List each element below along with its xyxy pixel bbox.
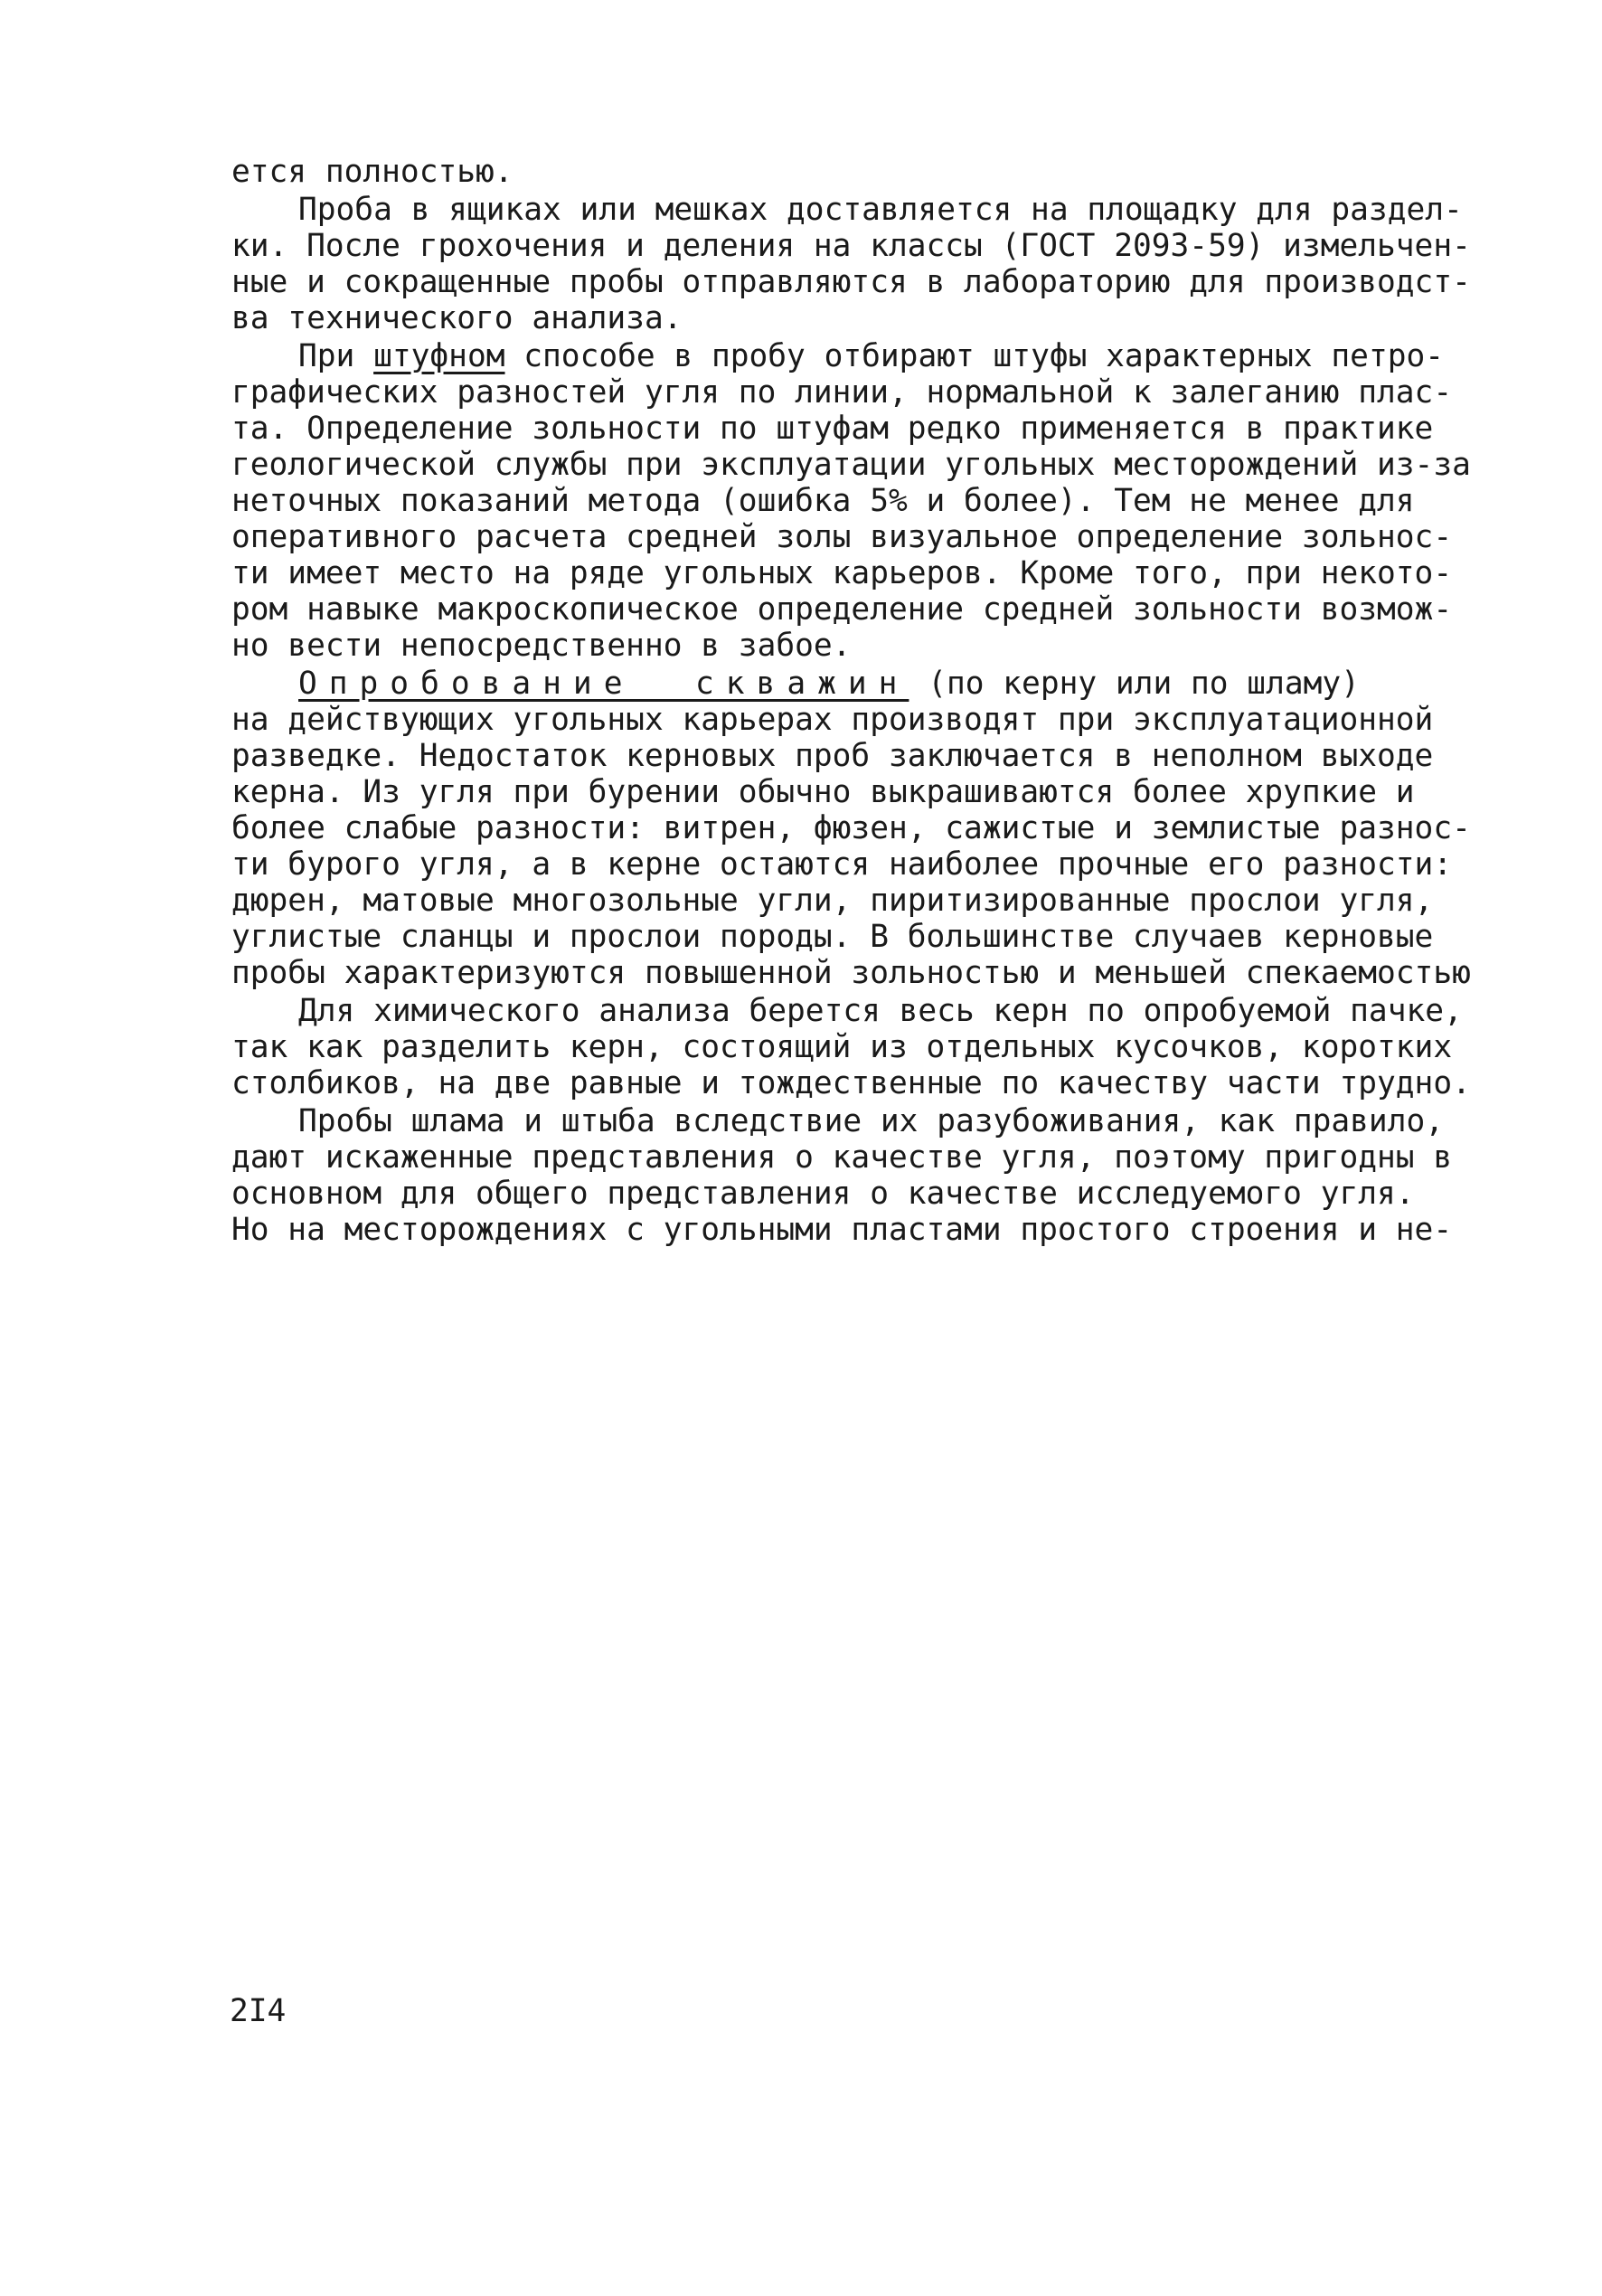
text-line: ные и сокращенные пробы отправляются в лабораторию для производст-	[231, 264, 1471, 300]
text-line: разведке. Недостаток керновых проб заключается в неполном выходе	[231, 738, 1434, 774]
text-line: так как разделить керн, состоящий из отдельных кусочков, коротких	[231, 1029, 1453, 1065]
text-line	[298, 338, 1444, 374]
text-line: геологической службы при эксплуатации угольных месторождений из-за	[231, 447, 1471, 483]
text-line: керна. Из угля при бурении обычно выкрашиваются более хрупкие и	[231, 774, 1415, 810]
text-line: та. Определение зольности по штуфам редко применяется в практике	[231, 411, 1434, 447]
text-line: ром навыке макроскопическое определение средней зольности возмож-	[231, 591, 1453, 628]
text-line: ва технического анализа.	[231, 300, 683, 336]
text-line: неточных показаний метода (ошибка 5% и более). Тем не менее для	[231, 483, 1415, 519]
text-line: Пробы шлама и штыба вследствие их разубоживания, как правило,	[298, 1103, 1445, 1139]
text-run: При	[298, 338, 374, 374]
text-line: более слабые разности: витрен, фюзен, сажистые и землистые разнос-	[231, 810, 1471, 846]
text-line: ти имеет место на ряде угольных карьеров. Кроме того, при некото-	[231, 555, 1453, 591]
text-line: ки. После грохочения и деления на классы (ГОСТ 2093-59) измельчен-	[231, 228, 1471, 264]
text-line: дюрен, матовые многозольные угли, пиритизированные прослои угля,	[231, 883, 1434, 919]
text-line: основном для общего представления о качестве исследуемого угля.	[231, 1176, 1415, 1212]
text-line	[298, 666, 1360, 702]
text-line: пробы характеризуются повышенной зольностью и меньшей спекаемостью	[231, 955, 1471, 991]
text-line: Проба в ящиках или мешках доставляется на площадку для раздел-	[298, 192, 1463, 228]
text-line: Но на месторождениях с угольными пластами простого строения и не-	[231, 1212, 1453, 1248]
text-line: дают искаженные представления о качестве угля, поэтому пригодны в	[231, 1139, 1453, 1176]
section-heading: Опробование скважин	[298, 666, 909, 702]
text-run: способе в пробу отбирают штуфы характерных петро-	[504, 338, 1445, 374]
text-line: столбиков, на две равные и тождественные по качеству части трудно.	[231, 1065, 1471, 1101]
text-line: ется полностью.	[231, 154, 514, 190]
text-line: но вести непосредственно в забое.	[231, 628, 852, 664]
text-line: оперативного расчета средней золы визуальное определение зольнос-	[231, 519, 1453, 555]
text-line: Для химического анализа берется весь керн по опробуемой пачке,	[298, 993, 1463, 1029]
underlined-term: штуфном	[373, 338, 505, 374]
text-line: ти бурого угля, а в керне остаются наиболее прочные его разности:	[231, 846, 1453, 883]
text-line: на действующих угольных карьерах производят при эксплуатационной	[231, 702, 1434, 738]
text-line: графических разностей угля по линии, нормальной к залеганию плас-	[231, 374, 1453, 411]
text-line: углистые сланцы и прослои породы. В большинстве случаев керновые	[231, 919, 1434, 955]
text-run: (по керну или по шламу)	[909, 666, 1360, 702]
page-number: 2I4	[230, 1993, 287, 2029]
